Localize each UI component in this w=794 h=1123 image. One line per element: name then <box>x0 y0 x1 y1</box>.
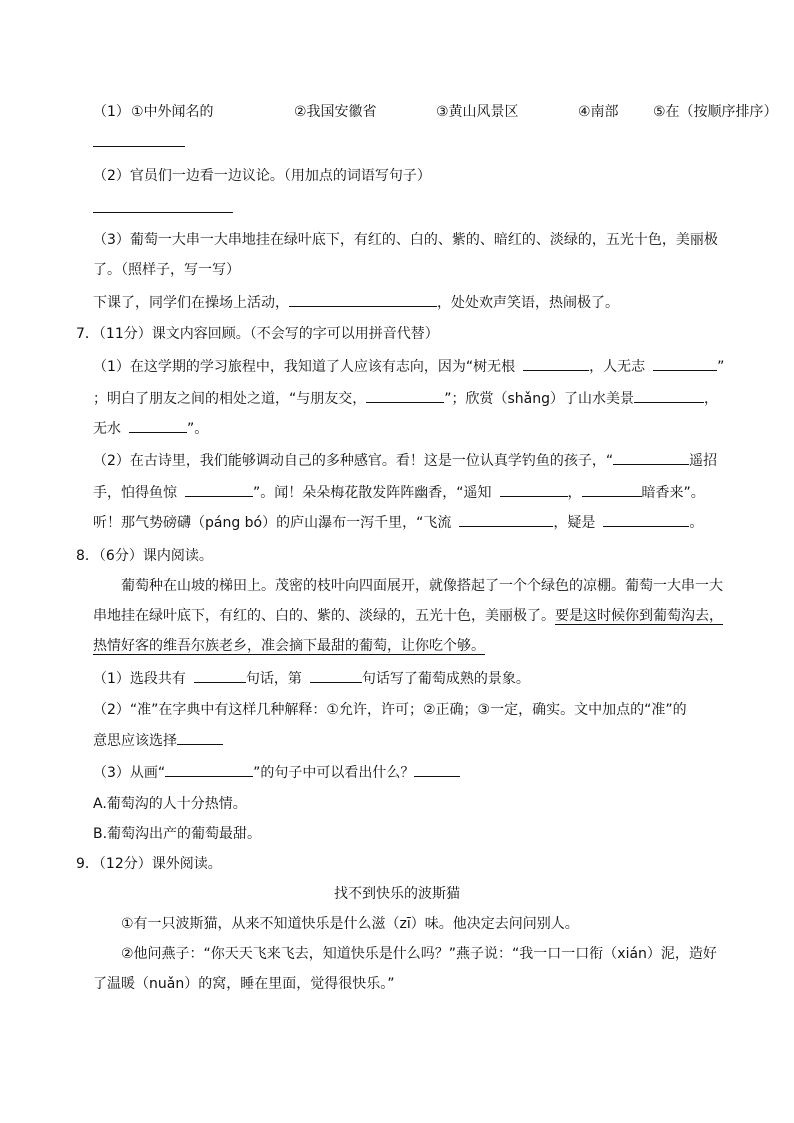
q8-blank-1[interactable] <box>194 668 246 683</box>
q8-passage-line3 <box>93 636 485 656</box>
q8-blank-2[interactable] <box>310 668 362 683</box>
q7-blank-1[interactable] <box>523 356 589 371</box>
q7-blank-4[interactable] <box>634 388 704 403</box>
q6-part1-line <box>93 102 130 122</box>
q7-line6: 听！那气势磅礴（páng bó）的庐山瀑布一泻千里，“飞流 ，疑是 。 <box>93 512 703 533</box>
q8-blank-4[interactable] <box>165 762 253 777</box>
q7-line1: （1）在这学期的学习旅程中，我知道了人应该有志向，因为“树无根 ，人无志 ” <box>93 356 724 377</box>
q9-paragraph-1: ①有一只波斯猫，从来不知道快乐是什么滋（zī）味。他决定去问问别人。 <box>121 916 579 932</box>
q9-passage-title: 找不到快乐的波斯猫 <box>334 886 460 902</box>
q7-blank-9[interactable] <box>582 482 642 497</box>
q6-part1-label: （1） <box>93 104 130 120</box>
q8-question-2-line1: （2）“准”在字典中有这样几种解释：①允许，许可；②正确；③一定，确实。文中加点的“准”的 <box>93 702 687 718</box>
q6-part3-line2: 了。（照样子，写一写） <box>93 262 240 278</box>
q7-line4: （2）在古诗里，我们能够调动自己的多种感官。看！这是一位认真学钓鱼的孩子，“ 遥招 <box>93 450 717 471</box>
q8-option-b: B.葡萄沟出产的葡萄最甜。 <box>93 826 262 842</box>
q7-blank-5[interactable] <box>129 418 187 433</box>
q6-part3-fill-line <box>93 292 619 313</box>
q8-blank-3[interactable] <box>177 730 223 745</box>
q8-passage-line1: 葡萄种在山坡的梯田上。茂密的枝叶向四面展开，就像搭起了一个个绿色的凉棚。葡萄一大串一大 <box>121 578 723 594</box>
q8-underlined-sentence-a: 要是这时候你到葡萄沟去， <box>555 608 723 624</box>
q9-paragraph-2-line1: ②他问燕子：“你天天飞来飞去，知道快乐是什么吗？”燕子说：“我一口一口衔（xián）泥，造好 <box>121 946 717 962</box>
q7-line5: 手，怕得鱼惊 ”。闻！朵朵梅花散发阵阵幽香，“遥知 ， 暗香来”。 <box>93 482 705 503</box>
q7-heading: 7．（11分）课文内容回顾。（不会写的字可以用拼音代替） <box>76 326 439 342</box>
q8-question-3: （3）从画“ ”的句子中可以看出什么？ <box>93 762 460 783</box>
q8-underlined-sentence-b: 热情好客的维吾尔族老乡，准会摘下最甜的葡萄，让你吃个够。 <box>93 638 485 654</box>
q6-option-3: ③黄山风景区 <box>436 104 519 120</box>
q6-part3-line1: （3）葡萄一大串一大串地挂在绿叶底下，有红的、白的、紫的、暗红的、淡绿的，五光十色，美丽极 <box>93 232 718 248</box>
q7-line3: 无水 ”。 <box>93 418 208 439</box>
q9-paragraph-2-line2: 了温暖（nuǎn）的窝，睡在里面，觉得很快乐。” <box>93 976 395 992</box>
q7-blank-7[interactable] <box>185 482 253 497</box>
q6-option-2: ②我国安徽省 <box>294 104 377 120</box>
q7-blank-6[interactable] <box>613 450 689 465</box>
q6-part2-prompt: （2）官员们一边看一边议论。（用加点的词语写句子） <box>93 168 431 184</box>
q6-option-4: ④南部 <box>578 104 619 120</box>
q6-option-1: ①中外闻名的 <box>131 104 214 120</box>
q6-part3-text-a: 下课了，同学们在操场上活动， <box>93 295 289 311</box>
q7-blank-11[interactable] <box>603 512 689 527</box>
q8-heading: 8．（6分）课内阅读。 <box>76 548 213 564</box>
q8-question-1: （1）选段共有 句话，第 句话写了葡萄成熟的景象。 <box>93 668 530 689</box>
q7-blank-8[interactable] <box>500 482 568 497</box>
q7-blank-3[interactable] <box>366 388 444 403</box>
q7-line2: ；明白了朋友之间的相处之道，“与朋友交， ”；欣赏（shǎng）了山水美景 ， <box>93 388 718 409</box>
q7-blank-10[interactable] <box>459 512 553 527</box>
q7-blank-2[interactable] <box>653 356 717 371</box>
q6-part1-answer-blank[interactable] <box>93 132 185 153</box>
q8-blank-5[interactable] <box>414 762 460 777</box>
q6-part3-text-b: ，处处欢声笑语，热闹极了。 <box>437 295 619 311</box>
q6-part3-blank[interactable] <box>289 292 437 307</box>
q8-passage-line2: 串地挂在绿叶底下，有红的、白的、紫的、淡绿的，五光十色，美丽极了。要是这时候你到葡萄沟去， <box>93 608 723 624</box>
q6-part2-answer-blank[interactable] <box>93 198 233 219</box>
q6-option-5: ⑤在（按顺序排序） <box>653 104 778 120</box>
q8-option-a: A.葡萄沟的人十分热情。 <box>93 796 247 812</box>
q9-heading: 9．（12分）课外阅读。 <box>76 856 222 872</box>
q8-question-2-line2: 意思应该选择 <box>93 730 223 751</box>
